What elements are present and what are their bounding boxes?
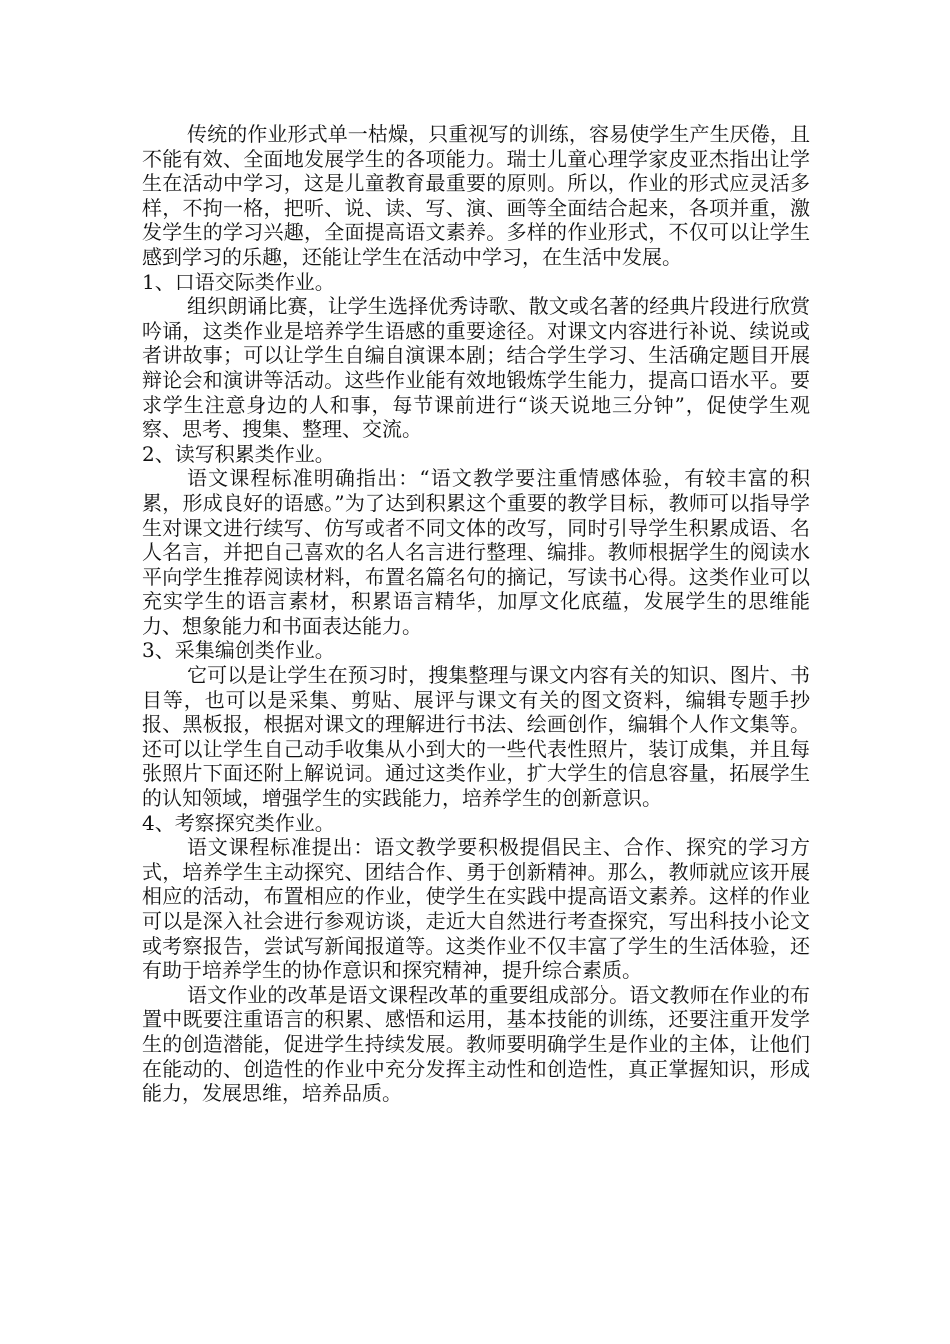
section-heading-collecting: 3、采集编创类作业。 xyxy=(142,638,335,663)
intro-paragraph: 传统的作业形式单一枯燥，只重视写的训练，容易使学生产生厌倦，且不能有效、全面地发展学生的各项能力。瑞士儿童心理学家皮亚杰指出让学生在活动中学习，这是儿童教育最重要的原则。所以，作业的形式应灵活多样，不拘一格，把听、说、读、写、演、画等全面结合起来，各项并重，激发学生的学习兴趣，全面提高语文素养。多样的作业形式，不仅可以让学生感到学习的乐趣，还能让学生在活动中学习，在生活中发展。 xyxy=(142,122,810,269)
inquiry-paragraph: 语文课程标准提出：语文教学要积极提倡民主、合作、探究的学习方式，培养学生主动探究、团结合作、勇于创新精神。那么，教师就应该开展相应的活动，布置相应的作业，使学生在实践中提高语文素养。这样的作业可以是深入社会进行参观访谈，走近大自然进行考查探究，写出科技小论文或考察报告，尝试写新闻报道等。这类作业不仅丰富了学生的生活体验，还有助于培养学生的协作意识和探究精神，提升综合素质。 xyxy=(142,835,810,983)
conclusion-paragraph: 语文作业的改革是语文课程改革的重要组成部分。语文教师在作业的布置中既要注重语言的积累、感悟和运用，基本技能的训练，还要注重开发学生的创造潜能，促进学生持续发展。教师要明确学生是作业的主体，让他们在能动的、创造性的作业中充分发挥主动性和创造性，真正掌握知识，形成能力，发展思维，培养品质。 xyxy=(142,982,810,1106)
collecting-paragraph: 它可以是让学生在预习时，搜集整理与课文内容有关的知识、图片、书目等，也可以是采集、剪贴、展评与课文有关的图文资料，编辑专题手抄报、黑板报，根据对课文的理解进行书法、绘画创作，编辑个人作文集等。还可以让学生自己动手收集从小到大的一些代表性照片，装订成集，并且每张照片下面还附上解说词。通过这类作业，扩大学生的信息容量，拓展学生的认知领域，增强学生的实践能力，培养学生的创新意识。 xyxy=(142,663,810,811)
section-heading-inquiry: 4、考察探究类作业。 xyxy=(142,810,335,835)
reading-paragraph: 语文课程标准明确指出：“语文教学要注重情感体验，有较丰富的积累，形成良好的语感。”为了达到积累这个重要的教学目标，教师可以指导学生对课文进行续写、仿写或者不同文体的改写，同时引导学生积累成语、名人名言，并把自己喜欢的名人名言进行整理、编排。教师根据学生的阅读水平向学生推荐阅读材料，布置名篇名句的摘记，写读书心得。这类作业可以充实学生的语言素材，积累语言精华，加厚文化底蕴，发展学生的思维能力、想象能力和书面表达能力。 xyxy=(142,466,810,638)
document-body xyxy=(142,122,810,1106)
section-heading-reading: 2、读写积累类作业。 xyxy=(142,441,335,466)
section-heading-oral: 1、口语交际类作业。 xyxy=(142,269,335,294)
oral-paragraph: 组织朗诵比赛，让学生选择优秀诗歌、散文或名著的经典片段进行欣赏吟诵，这类作业是培养学生语感的重要途径。对课文内容进行补说、续说或者讲故事；可以让学生自编自演课本剧；结合学生学习、生活确定题目开展辩论会和演讲等活动。这些作业能有效地锻炼学生能力，提高口语水平。要求学生注意身边的人和事，每节课前进行“谈天说地三分钟”，促使学生观察、思考、搜集、整理、交流。 xyxy=(142,294,810,442)
